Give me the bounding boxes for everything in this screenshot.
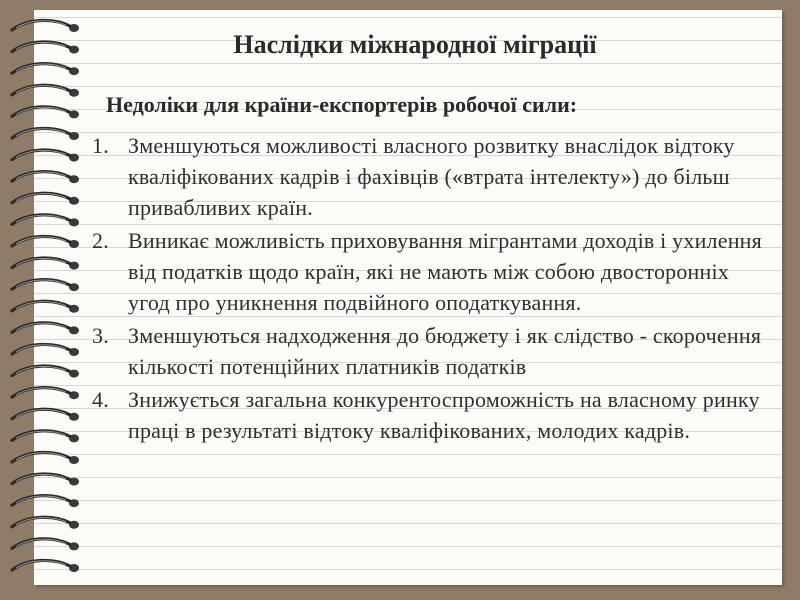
spiral-ring xyxy=(12,452,79,464)
spiral-ring xyxy=(12,409,79,421)
list-item xyxy=(92,130,772,223)
list-item xyxy=(92,320,772,382)
spiral-ring xyxy=(12,517,79,529)
item-number: 2. xyxy=(92,228,109,253)
item-text: Виникає можливість приховування мігрантами доходів і ухилення від податків щодо країн, які не мають між собою двосторонніх угод про уникнення подвійного оподаткування. xyxy=(128,228,762,315)
item-number: 1. xyxy=(92,133,109,158)
spiral-ring xyxy=(12,323,79,335)
item-text: Зменшуються можливості власного розвитку внаслідок відтоку кваліфікованих кадрів і фахівців («втрата інтелекту») до більш привабливих країн. xyxy=(128,133,735,220)
consequences-list xyxy=(92,130,772,446)
item-number: 3. xyxy=(92,323,109,348)
spiral-ring xyxy=(12,280,79,292)
spiral-ring xyxy=(12,474,79,486)
spiral-binding xyxy=(8,16,88,586)
page-title: Наслідки міжнародної міграції xyxy=(233,30,597,59)
spiral-ring xyxy=(12,431,79,443)
spiral-ring xyxy=(12,85,79,97)
spiral-ring xyxy=(12,366,79,378)
item-number: 4. xyxy=(92,387,109,412)
spiral-ring xyxy=(12,172,79,184)
list-item xyxy=(92,225,772,318)
spiral-ring xyxy=(12,193,79,205)
list-item xyxy=(92,384,772,446)
spiral-ring xyxy=(12,539,79,551)
spiral-ring xyxy=(12,215,79,227)
spiral-ring xyxy=(12,496,79,508)
spiral-ring xyxy=(12,388,79,400)
spiral-ring xyxy=(12,64,79,76)
spiral-ring xyxy=(12,150,79,162)
spiral-ring xyxy=(12,128,79,140)
spiral-ring xyxy=(12,301,79,313)
spiral-ring xyxy=(12,236,79,248)
spiral-ring xyxy=(12,107,79,119)
item-text: Знижується загальна конкурентоспроможність на власному ринку праці в результаті відтоку кваліфікованих, молодих кадрів. xyxy=(128,387,760,443)
section-subtitle: Недоліки для країни-експортерів робочої сили: xyxy=(106,92,578,117)
spiral-ring xyxy=(12,560,79,572)
spiral-ring xyxy=(12,258,79,270)
spiral-ring xyxy=(12,344,79,356)
item-text: Зменшуються надходження до бюджету і як слідство - скорочення кількості потенційних платників податків xyxy=(128,323,762,379)
